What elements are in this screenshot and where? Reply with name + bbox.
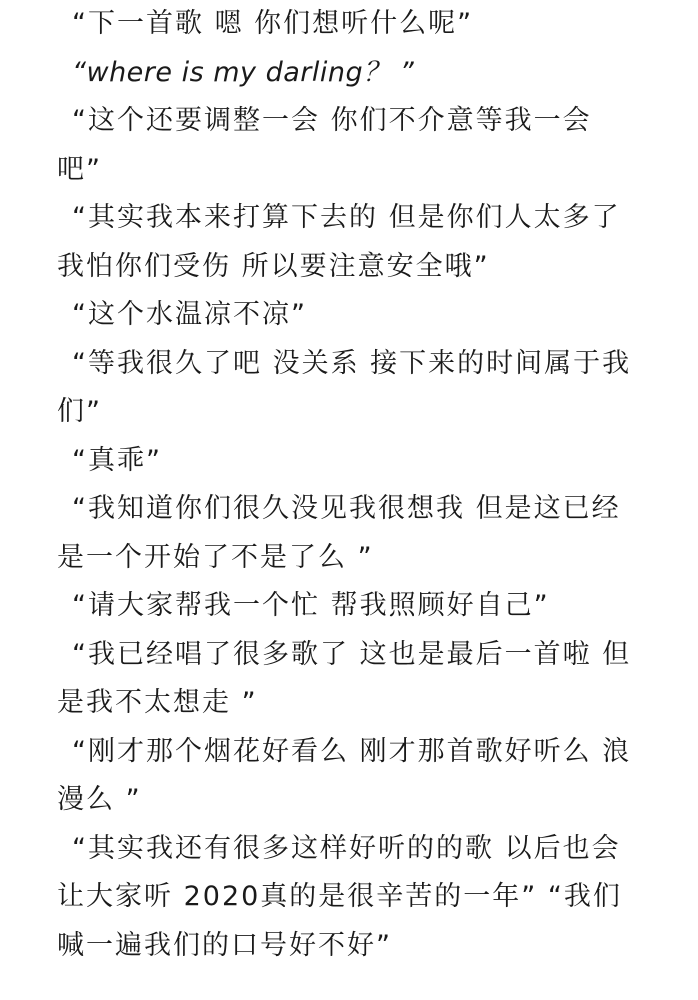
quote-line: 们” <box>57 396 102 427</box>
quote-line: “我知道你们很久没见我很想我 但是这已经 <box>72 493 621 524</box>
quote-list <box>57 0 647 970</box>
quote-line: 是一个开始了不是了么 ” <box>57 541 374 573</box>
quote-line: “其实我本来打算下去的 但是你们人太多了 <box>72 202 621 233</box>
quote-line: “这个还要调整一会 你们不介意等我一会 <box>72 105 592 136</box>
quote-line: “下一首歌 嗯 你们想听什么呢” <box>72 8 474 39</box>
quote-line: “刚才那个烟花好看么 刚才那首歌好听么 浪 <box>72 735 632 767</box>
quote-line: 是我不太想走 ” <box>57 687 258 718</box>
quote-line: 让大家听 2020真的是很辛苦的一年” “我们 <box>57 881 622 912</box>
quote-line: 我怕你们受伤 所以要注意安全哦” <box>57 250 490 282</box>
quote-line: 漫么 ” <box>57 784 142 815</box>
quote-line: “等我很久了吧 没关系 接下来的时间属于我 <box>72 347 632 379</box>
quote-line: 喊一遍我们的口号好不好” <box>57 929 392 961</box>
quote-line: “请大家帮我一个忙 帮我照顾好自己” <box>72 590 550 621</box>
quote-line: 吧” <box>57 153 102 185</box>
quote-line: “真乖” <box>72 444 162 476</box>
quote-line: “这个水温凉不凉” <box>72 299 307 330</box>
quote-line: “其实我还有很多这样好听的的歌 以后也会 <box>72 832 621 864</box>
quote-line: “where is my darling？ ” <box>72 56 415 88</box>
quote-line: “我已经唱了很多歌了 这也是最后一首啦 但 <box>72 638 632 670</box>
